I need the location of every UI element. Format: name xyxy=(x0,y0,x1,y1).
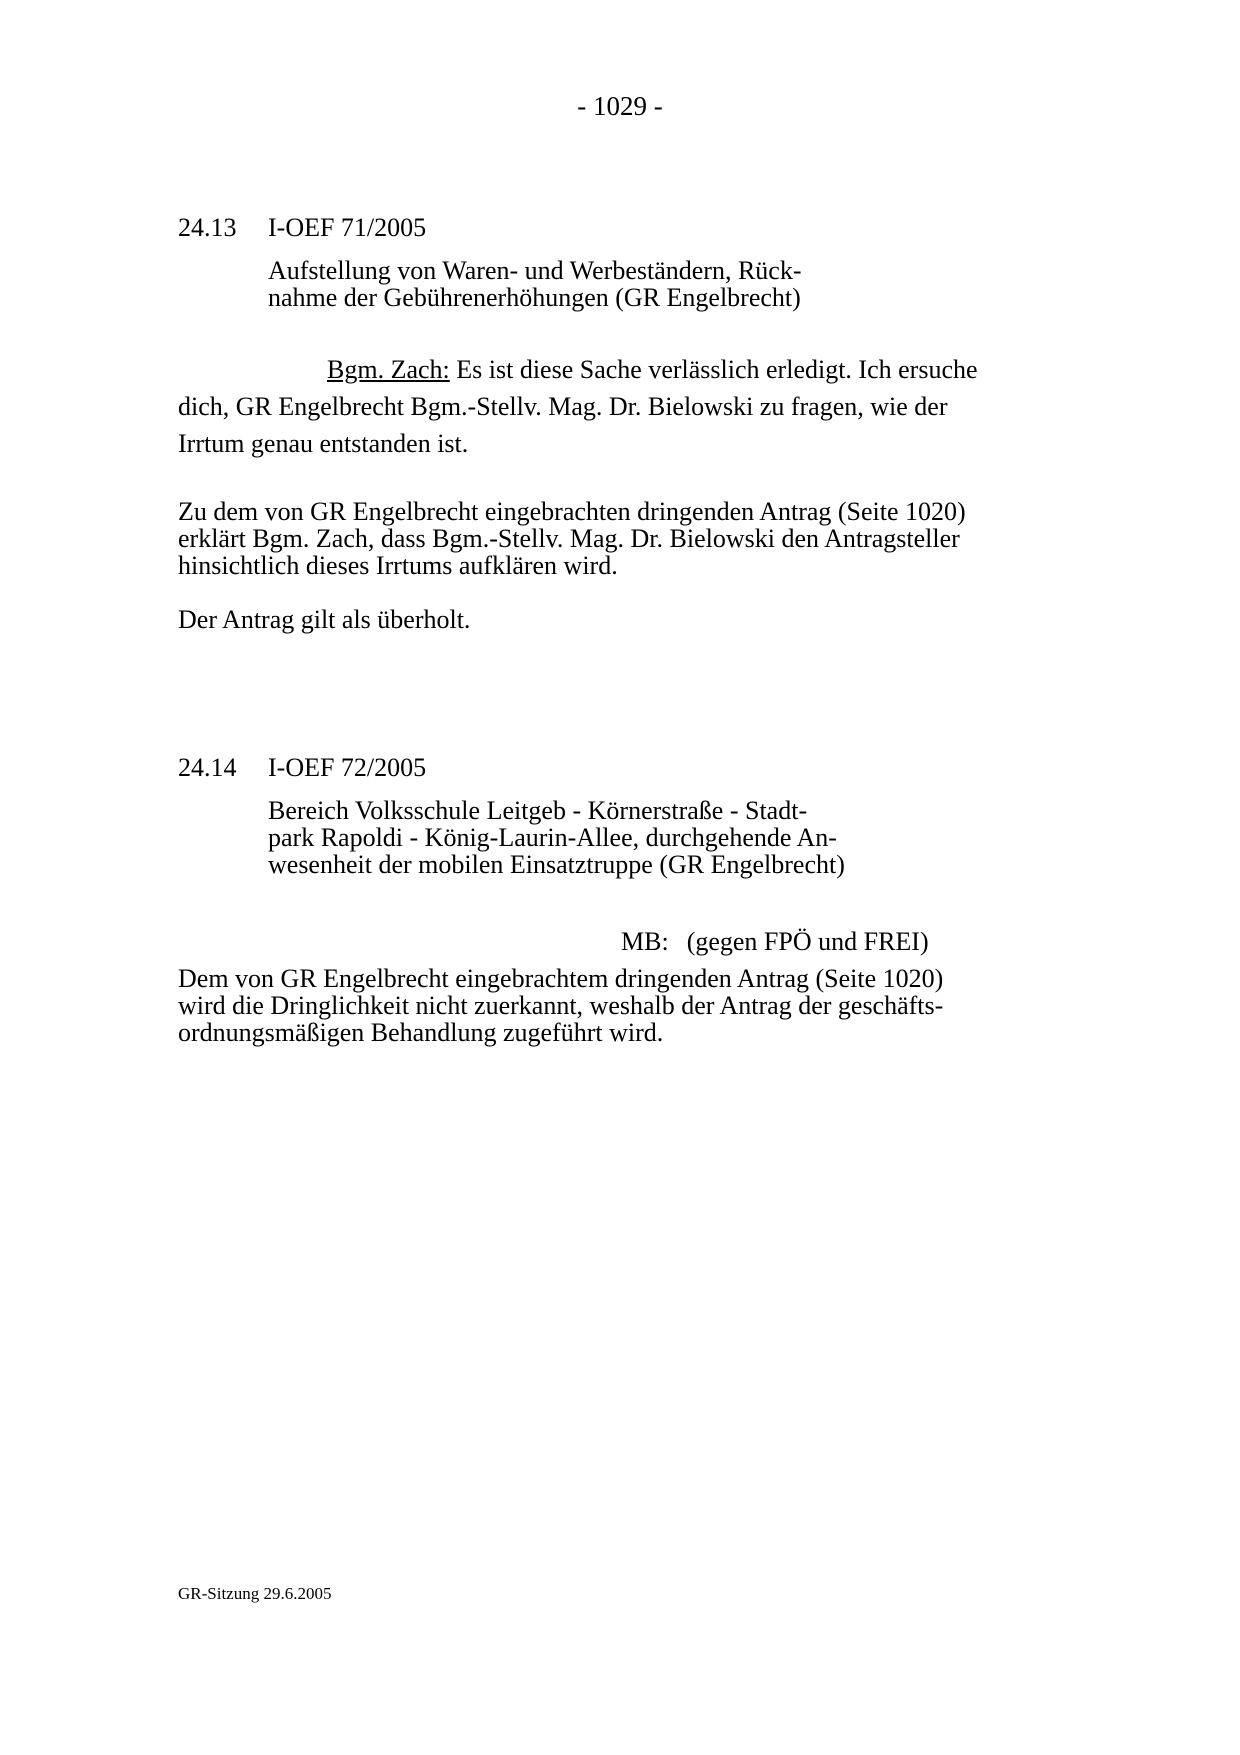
item-code: I-OEF 71/2005 xyxy=(268,213,427,242)
decision-line: ordnungsmäßigen Behandlung zugeführt wird. xyxy=(178,1018,664,1047)
statement-line: dich, GR Engelbrecht Bgm.-Stellv. Mag. Dr. Bielowski zu fragen, wie der xyxy=(178,392,948,421)
item-title xyxy=(268,797,845,878)
item-title-line: Aufstellung von Waren- und Werbeständern, Rück- xyxy=(268,256,802,285)
item-number: 24.14 xyxy=(178,753,237,782)
vote-label: MB: xyxy=(621,927,669,956)
statement-text: Es ist diese Sache verlässlich erledigt. Ich ersuche xyxy=(456,355,978,384)
item-title-line: wesenheit der mobilen Einsatztruppe (GR Engelbrecht) xyxy=(268,850,845,879)
vote-detail: (gegen FPÖ und FREI) xyxy=(686,927,929,956)
item-title-line: park Rapoldi - König-Laurin-Allee, durchgehende An- xyxy=(268,823,837,852)
statement-first-line xyxy=(178,351,978,388)
decision-paragraph xyxy=(178,498,966,579)
page-number: - 1029 - xyxy=(577,91,663,121)
vote-result xyxy=(621,928,929,955)
decision-line: wird die Dringlichkeit nicht zuerkannt, weshalb der Antrag der geschäfts- xyxy=(178,991,944,1020)
item-title-line: Bereich Volksschule Leitgeb - Körnerstraße - Stadt- xyxy=(268,796,808,825)
conclusion: Der Antrag gilt als überholt. xyxy=(178,605,471,634)
item-title xyxy=(268,257,802,311)
statement-line: Irrtum genau entstanden ist. xyxy=(178,429,469,458)
item-code: I-OEF 72/2005 xyxy=(268,753,427,782)
decision-line: hinsichtlich dieses Irrtums aufklären wird. xyxy=(178,551,618,580)
item-title-line: nahme der Gebührenerhöhungen (GR Engelbrecht) xyxy=(268,283,801,312)
item-number: 24.13 xyxy=(178,213,237,242)
decision-line: erklärt Bgm. Zach, dass Bgm.-Stellv. Mag. Dr. Bielowski den Antragsteller xyxy=(178,524,960,553)
decision-paragraph xyxy=(178,965,943,1046)
decision-line: Zu dem von GR Engelbrecht eingebrachten dringenden Antrag (Seite 1020) xyxy=(178,497,966,526)
decision-line: Dem von GR Engelbrecht eingebrachtem dringenden Antrag (Seite 1020) xyxy=(178,964,944,993)
page-footer: GR-Sitzung 29.6.2005 xyxy=(178,1584,332,1603)
statement xyxy=(178,351,978,462)
speaker-name: Bgm. Zach: xyxy=(327,355,450,384)
